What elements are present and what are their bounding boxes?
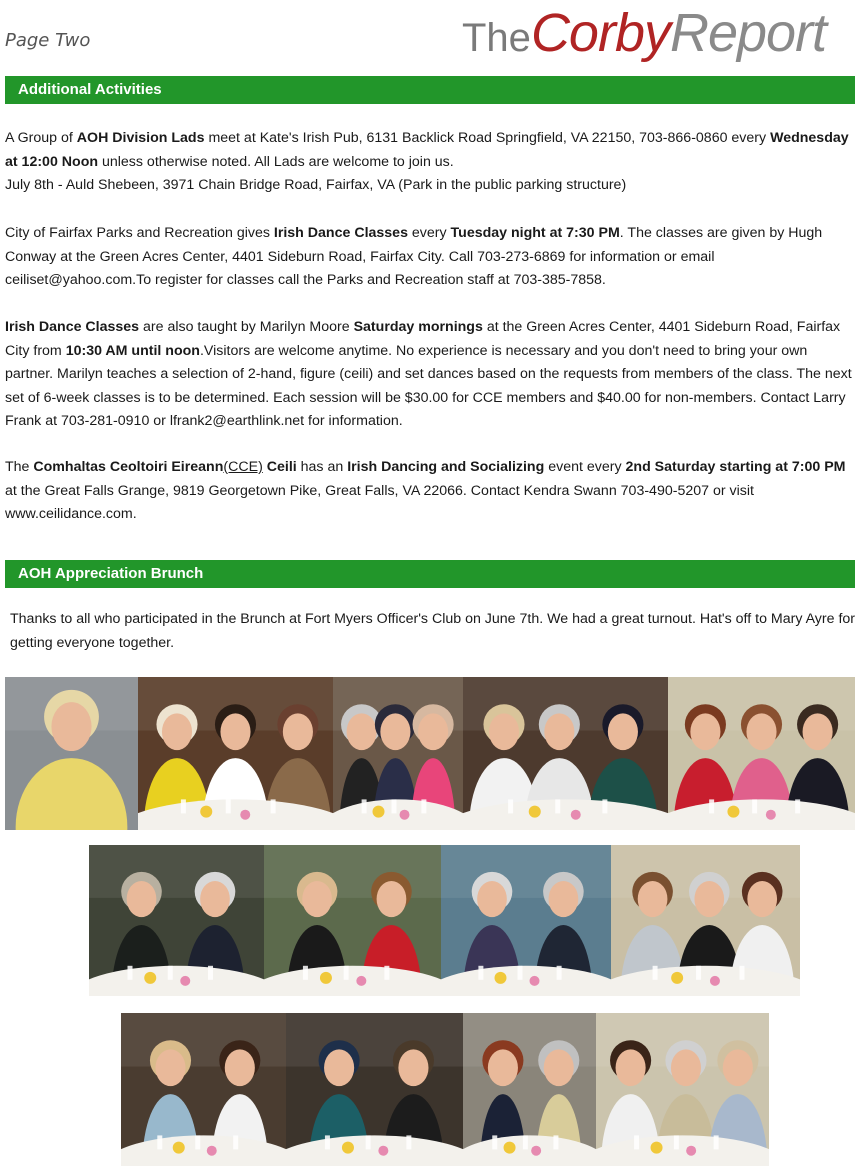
text-run-bold: Comhaltas Ceoltoiri Eireann bbox=[33, 459, 224, 475]
text-run-bold: Saturday mornings bbox=[353, 319, 483, 335]
text-run-bold: Wednesday at 12:00 Noon bbox=[5, 130, 849, 170]
text-run-bold: Ceili bbox=[262, 459, 297, 475]
portrait-photo bbox=[5, 677, 138, 830]
paragraph-brunch-thanks: Thanks to all who participated in the Brunch at Fort Myers Officer's Club on June 7th. We had a great turnout. Hat's off to Mary Ayre for getting everyone together. bbox=[10, 611, 855, 651]
text-run-bold: Tuesday night at 7:30 PM bbox=[450, 225, 620, 241]
photo-collage-row-1 bbox=[5, 677, 855, 830]
brunch-table-photo bbox=[611, 845, 800, 996]
brunch-table-photo bbox=[463, 1013, 596, 1166]
brunch-table-photo bbox=[121, 1013, 286, 1166]
text-run-bold: AOH Division Lads bbox=[76, 130, 205, 146]
brunch-table-photo bbox=[264, 845, 441, 996]
text-run: every bbox=[407, 225, 451, 241]
brunch-table-photo bbox=[463, 677, 668, 830]
text-run: meet at Kate's Irish Pub, 6131 Backlick Road Springfield, VA 22150, 703-866-0860 every bbox=[204, 130, 771, 146]
section-heading-additional-activities: Additional Activities bbox=[5, 76, 855, 104]
text-run-bold: Irish Dance Classes bbox=[273, 225, 408, 241]
text-run: . The classes are given by Hugh Conway at the Green Acres Center, 4401 Sideburn Road, Fairfax City. Call 703-273-6869 for information or email ceiliset@yahoo.com.To register for classes call the Parks and Recreation staff at 703-385-7858. bbox=[5, 225, 823, 288]
text-run: are also taught by Marilyn Moore bbox=[139, 319, 354, 335]
text-run: July 8th - Auld Shebeen, 3971 Chain Bridge Road, Fairfax, VA (Park in the public parking structure) bbox=[5, 177, 627, 193]
text-run: City of Fairfax Parks and Recreation gives bbox=[5, 225, 274, 241]
brunch-table-photo bbox=[89, 845, 264, 996]
brunch-table-photo bbox=[441, 845, 611, 996]
text-run-bold: Irish Dance Classes bbox=[5, 319, 140, 335]
text-run: .Visitors are welcome anytime. No experience is necessary and you don't need to bring your own partner. Marilyn teaches a selection of 2-hand, figure (ceili) and set dances based on the requests from members of the class. The next set of 6-week classes is to be determined. Each session will be $30.00 for CCE members and $40.00 for non-members. Contact Larry Frank at 703-281-0910 or lfrank2@earthlink.net for information. bbox=[5, 342, 852, 429]
text-run-bold: Irish Dancing and Socializing bbox=[347, 459, 545, 475]
paragraph-aoh-division-lads bbox=[5, 127, 857, 198]
text-run: at the Great Falls Grange, 9819 Georgetown Pike, Great Falls, VA 22066. Contact Kendra Swann 703-490-5207 or visit www.ceilidance.com. bbox=[5, 482, 754, 522]
masthead-report: Report bbox=[669, 3, 827, 63]
section-heading-aoh-appreciation-brunch: AOH Appreciation Brunch bbox=[5, 560, 855, 588]
brunch-table-photo bbox=[138, 677, 333, 830]
text-run-bold: 2nd Saturday starting at 7:00 PM bbox=[625, 459, 846, 475]
text-run-underlined: (CCE) bbox=[223, 459, 263, 475]
text-run: unless otherwise noted. All Lads are welcome to join us. bbox=[98, 153, 454, 170]
photo-collage-row-2 bbox=[89, 845, 800, 996]
paragraph-cce-ceili bbox=[5, 456, 857, 527]
text-run: has an bbox=[296, 459, 348, 475]
paragraph-marilyn-moore bbox=[5, 316, 857, 434]
masthead-corby: Corby bbox=[530, 3, 670, 63]
masthead-the: The bbox=[462, 16, 531, 60]
page-label: Page Two bbox=[5, 30, 91, 51]
text-run: A Group of bbox=[5, 130, 77, 146]
text-run: The bbox=[5, 459, 34, 475]
masthead-logo bbox=[462, 2, 826, 64]
text-run: at the Green Acres Center, 4401 Sideburn Road, Fairfax City from bbox=[5, 319, 841, 359]
brunch-table-photo bbox=[333, 677, 463, 830]
brunch-table-photo bbox=[596, 1013, 769, 1166]
text-run: event every bbox=[544, 459, 626, 475]
brunch-table-photo bbox=[286, 1013, 463, 1166]
text-run-bold: 10:30 AM until noon bbox=[65, 342, 200, 359]
photo-collage-row-3 bbox=[121, 1013, 769, 1166]
paragraph-fairfax-parks bbox=[5, 222, 857, 293]
brunch-table-photo bbox=[668, 677, 855, 830]
